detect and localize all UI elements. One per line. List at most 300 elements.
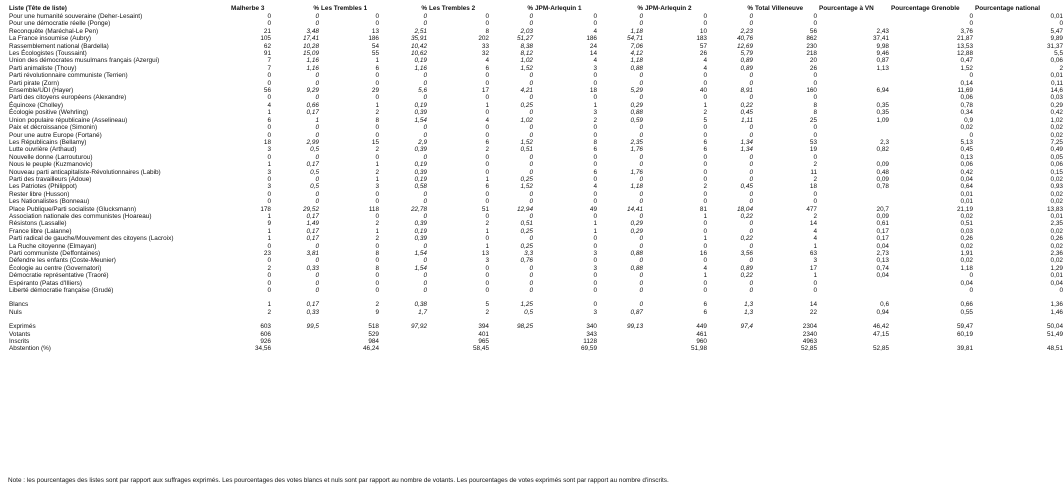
value-cell: 0,05 [1050, 153, 1063, 161]
value-cell: 8,12 [520, 50, 533, 58]
value-cell: 1,16 [306, 57, 319, 65]
value-cell: 6 [703, 146, 707, 154]
value-cell: 0,66 [306, 101, 319, 109]
value-cell: 1,02 [520, 57, 533, 65]
value-cell: 1,7 [418, 308, 427, 316]
value-cell: 0,14 [960, 79, 973, 87]
table-row [8, 109, 1064, 116]
value-cell: 0 [485, 264, 489, 272]
value-cell: 0 [749, 153, 753, 161]
list-name-cell: La France insoumise (Aubry) [9, 35, 92, 43]
value-cell: 9 [267, 220, 271, 228]
value-cell: 9,89 [1050, 35, 1063, 43]
value-cell: 51,98 [691, 345, 707, 353]
list-name-cell: Union populaire républicaine (Asselineau) [9, 116, 128, 124]
value-cell: 5 [703, 116, 707, 124]
value-cell: 0 [639, 13, 643, 20]
value-cell: 2,9 [418, 138, 427, 146]
value-cell: 0,03 [1050, 94, 1063, 102]
value-cell: 0 [593, 279, 597, 287]
value-cell: 63 [809, 250, 817, 257]
value-cell [380, 338, 428, 345]
value-cell: 0 [639, 242, 643, 250]
value-cell: 2,36 [1050, 250, 1063, 257]
table-row [8, 220, 1064, 227]
value-cell: 0,25 [520, 175, 533, 183]
value-cell: 11 [810, 168, 817, 176]
table-row [8, 176, 1064, 183]
value-cell: 10,42 [411, 42, 427, 50]
value-cell: 0,01 [1050, 272, 1063, 280]
value-cell: 0 [423, 272, 427, 280]
table-row [8, 154, 1064, 161]
value-cell: 0 [703, 131, 707, 139]
value-cell [818, 94, 890, 101]
value-cell: 55 [371, 50, 379, 58]
value-cell: 6,94 [876, 87, 889, 95]
column-header: Total Villeneuve [755, 5, 804, 12]
value-cell: 32 [481, 50, 489, 58]
value-cell: 54 [371, 42, 379, 50]
value-cell: 4 [813, 227, 817, 235]
value-cell: 1,52 [960, 64, 973, 72]
value-cell: 0,15 [1050, 168, 1063, 176]
table-row [8, 35, 1064, 42]
value-cell: 0 [639, 279, 643, 287]
value-cell: 1 [267, 235, 271, 243]
value-cell: 18 [263, 138, 271, 146]
table-row [8, 102, 1064, 109]
table-row [8, 331, 1064, 338]
value-cell: 1,52 [520, 183, 533, 191]
list-name-cell: Résistons (Lassalle) [9, 220, 67, 228]
value-cell: 0 [267, 124, 271, 132]
value-cell: 0 [593, 20, 597, 28]
value-cell: 0 [375, 212, 379, 220]
value-cell: 0,19 [414, 175, 427, 183]
value-cell: 0,01 [960, 198, 973, 206]
list-name-cell: Nuls [9, 308, 22, 316]
list-name-cell: Inscrits [9, 338, 30, 346]
value-cell: 230 [806, 42, 817, 50]
value-cell: 0 [529, 72, 533, 80]
value-cell [708, 345, 754, 352]
value-cell: 53 [809, 138, 817, 146]
value-cell: 0 [529, 94, 533, 102]
value-cell: 3 [593, 308, 597, 316]
value-cell: 0 [267, 131, 271, 139]
value-cell: 0,49 [1050, 146, 1063, 154]
value-cell: 2 [703, 109, 707, 117]
value-cell: 0 [485, 272, 489, 280]
value-cell: 0 [749, 287, 753, 295]
value-cell: 0 [703, 175, 707, 183]
value-cell: 0 [813, 124, 817, 132]
value-cell [272, 338, 320, 345]
value-cell: 0 [315, 124, 319, 132]
value-cell: 461 [696, 330, 707, 338]
value-cell: 0 [749, 20, 753, 28]
value-cell: 0 [315, 175, 319, 183]
value-cell: 2 [813, 175, 817, 183]
value-cell: 6 [485, 183, 489, 191]
value-cell: 0,02 [1050, 242, 1063, 250]
list-name-cell: Équinoxe (Cholley) [9, 101, 63, 109]
value-cell: 0,55 [960, 308, 973, 316]
value-cell: 1 [375, 175, 379, 183]
value-cell: 3,81 [306, 250, 319, 257]
value-cell: 4963 [802, 338, 817, 346]
value-cell: 35,91 [411, 35, 427, 43]
value-cell: 0,02 [1050, 198, 1063, 206]
list-name-cell: Écologie positive (Wehrling) [9, 109, 89, 117]
value-cell: 1,34 [740, 146, 753, 154]
table-row [8, 191, 1064, 198]
value-cell: 0 [639, 72, 643, 80]
value-cell: 1,36 [1050, 301, 1063, 309]
value-cell: 31,37 [1047, 42, 1063, 50]
value-cell: 0,22 [740, 272, 753, 280]
value-cell: 0,5 [310, 146, 319, 154]
results-table [8, 4, 1064, 353]
value-cell: 6 [703, 301, 707, 309]
value-cell: 0,5 [310, 168, 319, 176]
value-cell: 0 [267, 257, 271, 265]
value-cell [708, 331, 754, 338]
value-cell: 1 [485, 242, 489, 250]
list-name-cell: Union des démocrates musulmans français (Azergui) [9, 57, 160, 65]
value-cell: 0 [315, 257, 319, 265]
value-cell: 0 [267, 272, 271, 280]
value-cell: 0,22 [740, 212, 753, 220]
table-row [8, 301, 1064, 308]
value-cell: 0 [315, 242, 319, 250]
value-cell: 0,5 [524, 308, 533, 316]
value-cell: 606 [260, 330, 271, 338]
value-cell: 4 [703, 64, 707, 72]
value-cell: 0,19 [414, 161, 427, 169]
value-cell: 13 [481, 250, 489, 257]
value-cell: 0,39 [414, 168, 427, 176]
value-cell: 51 [481, 205, 489, 213]
list-name-cell: La Ruche citoyenne (Elmayan) [9, 242, 97, 250]
value-cell: 2 [375, 235, 379, 243]
value-cell: 0 [423, 257, 427, 265]
value-cell: 4 [593, 57, 597, 65]
value-cell: 0 [529, 272, 533, 280]
list-name-cell: Ensemble/UDI (Hayer) [9, 87, 74, 95]
value-cell: 26 [809, 64, 817, 72]
value-cell [272, 331, 320, 338]
value-cell: 0 [749, 190, 753, 198]
value-cell: 0 [813, 131, 817, 139]
value-cell: 0 [703, 153, 707, 161]
value-cell: 4 [593, 27, 597, 35]
value-cell: 0,51 [520, 220, 533, 228]
table-row [8, 117, 1064, 124]
value-cell: 1,76 [630, 146, 643, 154]
value-cell: 54,71 [627, 35, 643, 43]
value-cell: 0 [485, 212, 489, 220]
value-cell: 0,42 [960, 168, 973, 176]
value-cell: 4 [485, 116, 489, 124]
value-cell: 0 [593, 13, 597, 20]
value-cell: 0 [639, 257, 643, 265]
value-cell: 0,74 [876, 264, 889, 272]
value-cell: 0 [703, 242, 707, 250]
column-header: % [313, 5, 319, 12]
value-cell: 0 [639, 190, 643, 198]
value-cell: 2 [485, 146, 489, 154]
value-cell: 9,29 [306, 87, 319, 95]
value-cell: 0 [749, 279, 753, 287]
value-cell: 0 [593, 287, 597, 295]
value-cell: 3,3 [524, 250, 533, 257]
value-cell: 91 [263, 50, 271, 58]
value-cell: 984 [368, 338, 379, 346]
list-name-cell: Reconquête (Maréchal-Le Pen) [9, 27, 99, 35]
value-cell: 0 [703, 72, 707, 80]
value-cell: 186 [586, 35, 597, 43]
value-cell: 12,94 [517, 205, 533, 213]
value-cell: 926 [260, 338, 271, 346]
table-row [8, 57, 1064, 64]
value-cell: 34,56 [255, 345, 271, 353]
value-cell: 2 [485, 308, 489, 316]
value-cell: 0 [267, 20, 271, 28]
value-cell: 0 [593, 272, 597, 280]
column-header: % [637, 5, 643, 12]
value-cell: 6 [703, 138, 707, 146]
value-cell: 0 [593, 190, 597, 198]
value-cell: 0,29 [630, 220, 643, 228]
value-cell: 4 [593, 183, 597, 191]
value-cell: 0 [375, 13, 379, 20]
value-cell: 6 [375, 64, 379, 72]
value-cell: 0,94 [876, 308, 889, 316]
value-cell: 59,47 [957, 323, 973, 331]
value-cell: 862 [806, 35, 817, 43]
table-row [8, 132, 1064, 139]
value-cell: 12,69 [737, 42, 753, 50]
value-cell: 14,6 [1050, 87, 1063, 95]
value-cell: 0 [593, 124, 597, 132]
value-cell: 0,88 [630, 250, 643, 257]
list-name-cell: Blancs [9, 301, 29, 309]
value-cell: 12,88 [957, 50, 973, 58]
value-cell: 14,41 [627, 205, 643, 213]
value-cell: 1 [375, 161, 379, 169]
value-cell: 0,01 [1050, 72, 1063, 80]
value-cell: 0,45 [960, 146, 973, 154]
value-cell [818, 191, 890, 198]
value-cell: 0 [529, 190, 533, 198]
value-cell: 1,16 [414, 64, 427, 72]
column-header: % [527, 5, 533, 12]
value-cell [490, 345, 534, 352]
value-cell: 97,92 [411, 323, 427, 331]
value-cell: 0 [703, 220, 707, 228]
value-cell: 3 [593, 264, 597, 272]
value-cell: 6 [267, 116, 271, 124]
value-cell: 3 [485, 257, 489, 265]
value-cell: 29,52 [303, 205, 319, 213]
value-cell: 0,61 [876, 220, 889, 228]
value-cell: 2 [813, 212, 817, 220]
table-row [8, 280, 1064, 287]
value-cell: 40,76 [737, 35, 753, 43]
value-cell: 0 [267, 153, 271, 161]
value-cell [818, 287, 890, 294]
table-row [8, 13, 1064, 20]
value-cell: 13 [371, 27, 379, 35]
table-row [8, 345, 1064, 352]
value-cell: 0,04 [960, 279, 973, 287]
value-cell: 2 [593, 116, 597, 124]
value-cell: 2,35 [630, 138, 643, 146]
value-cell: 0 [485, 279, 489, 287]
value-cell: 1 [267, 161, 271, 169]
list-name-cell: Parti des travailleurs (Adoue) [9, 175, 92, 183]
value-cell: 0 [267, 94, 271, 102]
value-cell: 0,88 [630, 109, 643, 117]
list-name-cell: Parti révolutionnaire communiste (Terrien) [9, 72, 128, 80]
value-cell: 52,85 [873, 345, 889, 353]
value-cell: 1,09 [876, 116, 889, 124]
value-cell: 0 [969, 13, 973, 20]
value-cell: 0,19 [414, 57, 427, 65]
value-cell: 0,88 [630, 64, 643, 72]
value-cell: 4 [703, 264, 707, 272]
value-cell: 1 [267, 212, 271, 220]
table-row [8, 28, 1064, 35]
value-cell: 24 [589, 42, 597, 50]
value-cell: 0 [423, 287, 427, 295]
value-cell: 0,02 [960, 257, 973, 265]
value-cell: 0,01 [1050, 13, 1063, 20]
value-cell: 5,5 [1054, 50, 1063, 58]
value-cell: 0,39 [414, 109, 427, 117]
value-cell: 0 [639, 198, 643, 206]
value-cell: 0 [813, 279, 817, 287]
value-cell: 0,02 [960, 212, 973, 220]
value-cell: 0 [813, 190, 817, 198]
value-cell: 0 [749, 220, 753, 228]
value-cell: 7,06 [630, 42, 643, 50]
table-row [8, 287, 1064, 294]
value-cell: 3 [375, 183, 379, 191]
value-cell: 9,98 [876, 42, 889, 50]
value-cell: 21,87 [957, 35, 973, 43]
value-cell: 7 [267, 57, 271, 65]
value-cell: 0,04 [876, 242, 889, 250]
value-cell: 0 [529, 153, 533, 161]
value-cell: 0,01 [960, 190, 973, 198]
value-cell: 0 [315, 20, 319, 28]
table-row [8, 146, 1064, 153]
value-cell: 0 [593, 175, 597, 183]
value-cell: 1 [485, 227, 489, 235]
value-cell: 0,02 [960, 242, 973, 250]
value-cell: 0,51 [520, 146, 533, 154]
value-cell: 0 [749, 124, 753, 132]
value-cell: 0 [813, 79, 817, 87]
table-row [8, 338, 1064, 345]
column-header: Pourcentage à VN [819, 5, 874, 12]
table-row [8, 139, 1064, 146]
value-cell: 105 [260, 35, 271, 43]
column-header: % [421, 5, 427, 12]
value-cell: 2 [813, 161, 817, 169]
value-cell: 0 [423, 279, 427, 287]
value-cell: 2 [485, 220, 489, 228]
list-name-cell: Rester libre (Husson) [9, 190, 70, 198]
value-cell: 33 [481, 42, 489, 50]
value-cell: 49 [589, 205, 597, 213]
value-cell: 1 [485, 175, 489, 183]
value-cell [818, 280, 890, 287]
value-cell: 1,25 [520, 301, 533, 309]
value-cell: 0,02 [1050, 175, 1063, 183]
value-cell: 0 [315, 190, 319, 198]
value-cell: 62 [263, 42, 271, 50]
value-cell: 0 [375, 257, 379, 265]
value-cell: 0 [703, 227, 707, 235]
value-cell: 48,51 [1047, 345, 1063, 353]
value-cell: 0 [813, 72, 817, 80]
value-cell: 160 [806, 87, 817, 95]
value-cell: 0 [485, 198, 489, 206]
value-cell: 0,5 [310, 183, 319, 191]
value-cell: 4 [813, 235, 817, 243]
table-row [8, 213, 1064, 220]
value-cell: 1,29 [1050, 264, 1063, 272]
table-row [8, 323, 1064, 330]
value-cell: 0,33 [306, 264, 319, 272]
value-cell: 8 [813, 109, 817, 117]
value-cell: 340 [586, 323, 597, 331]
value-cell: 1,54 [414, 250, 427, 257]
value-cell: 0 [315, 72, 319, 80]
value-cell: 19 [809, 146, 817, 154]
list-name-cell: Les Écologistes (Toussaint) [9, 50, 87, 58]
value-cell: 1,52 [520, 64, 533, 72]
value-cell: 18 [589, 87, 597, 95]
value-cell: 0 [593, 72, 597, 80]
value-cell: 46,24 [363, 345, 379, 353]
value-cell: 178 [260, 205, 271, 213]
value-cell: 0 [593, 235, 597, 243]
value-cell: 0 [703, 94, 707, 102]
value-cell: 9 [375, 308, 379, 316]
value-cell: 0 [749, 79, 753, 87]
value-cell: 0,17 [876, 235, 889, 243]
value-cell: 0 [529, 20, 533, 28]
value-cell: 0,87 [876, 57, 889, 65]
value-cell [818, 132, 890, 139]
value-cell: 1 [593, 101, 597, 109]
value-cell: 8,38 [520, 42, 533, 50]
table-row [8, 50, 1064, 57]
value-cell: 16 [699, 250, 707, 257]
value-cell: 0,17 [306, 161, 319, 169]
value-cell: 0,38 [414, 301, 427, 309]
value-cell: 0,47 [960, 57, 973, 65]
value-cell: 0,48 [876, 168, 889, 176]
value-cell: 0,89 [740, 57, 753, 65]
value-cell: 2,43 [876, 27, 889, 35]
column-header: JPM-Arlequin 2 [645, 5, 692, 12]
